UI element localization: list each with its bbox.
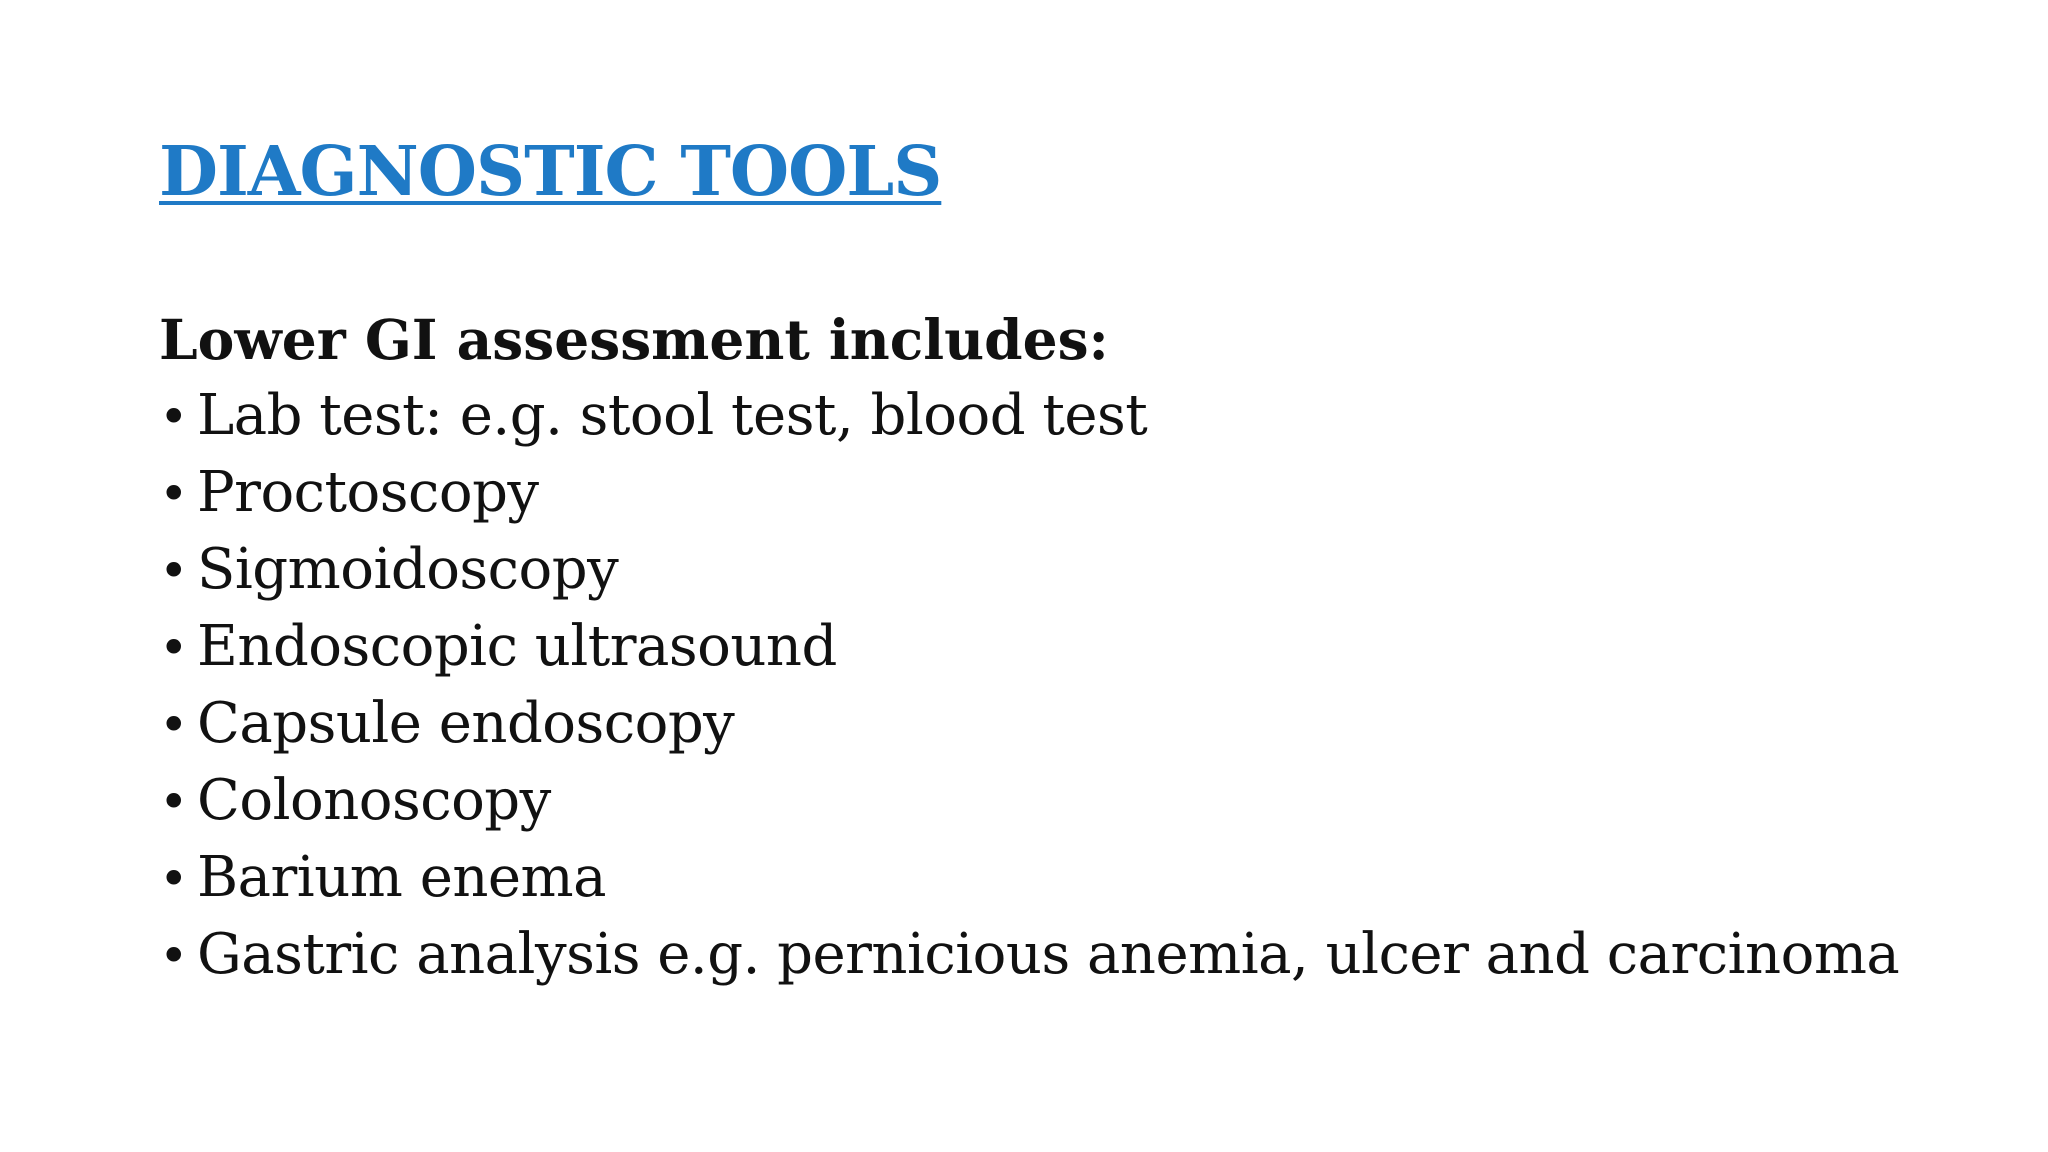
bullet-icon: • <box>159 850 189 908</box>
bullet-icon: • <box>159 773 189 831</box>
list-item-text: Proctoscopy <box>197 460 539 525</box>
bullet-list <box>159 378 2009 994</box>
list-item-text: Capsule endoscopy <box>197 691 735 756</box>
list-item <box>159 455 2009 532</box>
bullet-icon: • <box>159 542 189 600</box>
bullet-icon: • <box>159 927 189 985</box>
bullet-icon: • <box>159 696 189 754</box>
list-item <box>159 917 2009 994</box>
list-item <box>159 378 2009 455</box>
list-item-text: Sigmoidoscopy <box>197 537 619 602</box>
list-item-text: Endoscopic ultrasound <box>197 614 837 679</box>
bullet-icon: • <box>159 465 189 523</box>
slide-body <box>159 302 2009 994</box>
list-item <box>159 686 2009 763</box>
slide-title: DIAGNOSTIC TOOLS <box>159 132 942 212</box>
bullet-icon: • <box>159 619 189 677</box>
section-subheading: Lower GI assessment includes: <box>159 307 1109 372</box>
list-item <box>159 609 2009 686</box>
list-item <box>159 532 2009 609</box>
bullet-icon: • <box>159 388 189 446</box>
list-item <box>159 763 2009 840</box>
list-item <box>159 840 2009 917</box>
list-item-text: Gastric analysis e.g. pernicious anemia, ulcer and carcinoma <box>197 922 1900 987</box>
list-item-text: Lab test: e.g. stool test, blood test <box>197 383 1148 448</box>
list-item-text: Barium enema <box>197 845 607 910</box>
list-item-text: Colonoscopy <box>197 768 551 833</box>
